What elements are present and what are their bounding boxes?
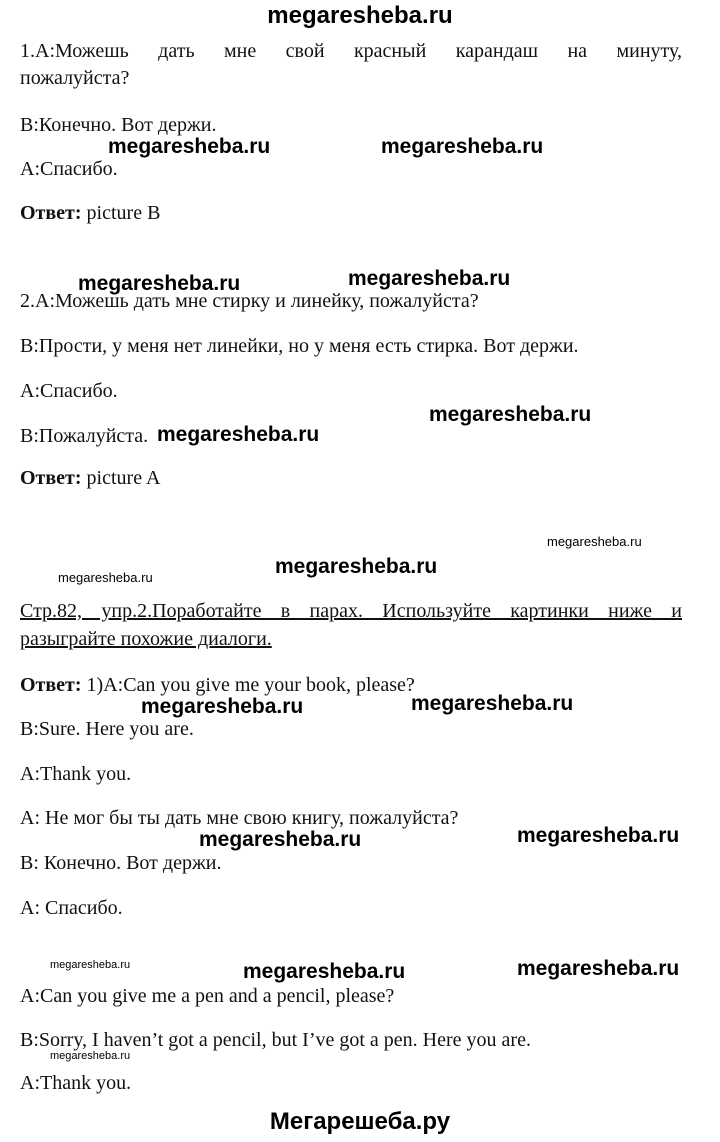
watermark: megaresheba.ru [429, 403, 592, 426]
site-header: megaresheba.ru [267, 2, 453, 29]
watermark: megaresheba.ru [50, 959, 131, 971]
watermark: megaresheba.ru [108, 135, 271, 158]
dialog3-line2: B:Sure. Here you are. [20, 718, 194, 740]
answer-value: picture A [81, 467, 161, 489]
dialog3-line6: A: Спасибо. [20, 897, 123, 919]
dialog2-line1: 2.A:Можешь дать мне стирку и линейку, пожалуйста? [20, 290, 479, 312]
dialog2-line3: A:Спасибо. [20, 380, 118, 402]
dialog3-line3: A:Thank you. [20, 763, 132, 785]
dialog2-line2: B:Прости, у меня нет линейки, но у меня есть стирка. Вот держи. [20, 335, 579, 357]
dialog4-line2: B:Sorry, I haven’t got a pencil, but I’ve got a pen. Here you are. [20, 1029, 531, 1051]
watermark: megaresheba.ru [141, 695, 304, 718]
answer-label: Ответ: [20, 467, 82, 489]
dialog3-line1 [20, 673, 415, 697]
watermark: megaresheba.ru [547, 534, 642, 549]
dialog3-line1-text: 1)A:Can you give me your book, please? [81, 674, 415, 696]
answer-value: picture B [81, 202, 161, 224]
dialog1-line3: A:Спасибо. [20, 158, 118, 180]
dialog2-line4: B:Пожалуйста. [20, 425, 149, 447]
dialog3-line5: B: Конечно. Вот держи. [20, 852, 222, 874]
watermark: megaresheba.ru [275, 555, 438, 578]
watermark: megaresheba.ru [381, 135, 544, 158]
dialog1-line2: B:Конечно. Вот держи. [20, 114, 217, 136]
dialog1-line1: 1.A:Можешь дать мне свой красный карандаш на минуту, [20, 40, 682, 62]
watermark: megaresheba.ru [58, 570, 153, 585]
site-footer: Мегарешеба.ру [269, 1108, 451, 1135]
watermark: megaresheba.ru [348, 267, 511, 290]
watermark: megaresheba.ru [243, 960, 406, 983]
watermark: megaresheba.ru [50, 1050, 131, 1062]
answer-label: Ответ: [20, 674, 82, 696]
watermark: megaresheba.ru [411, 692, 574, 715]
task-heading-line1: Стр.82, упр.2.Поработайте в парах. Используйте картинки ниже и [20, 600, 682, 622]
dialog1-line1-cont: пожалуйста? [20, 67, 130, 89]
watermark: megaresheba.ru [78, 272, 241, 295]
dialog4-line1: A:Can you give me a pen and a pencil, please? [20, 985, 395, 1007]
watermark: megaresheba.ru [199, 828, 362, 851]
answer-label: Ответ: [20, 202, 82, 224]
dialog4-line3: A:Thank you. [20, 1072, 132, 1094]
answer2 [20, 466, 160, 490]
watermark: megaresheba.ru [157, 423, 320, 446]
dialog3-line4: A: Не мог бы ты дать мне свою книгу, пожалуйста? [20, 807, 459, 829]
watermark: megaresheba.ru [517, 824, 680, 847]
watermark: megaresheba.ru [517, 957, 680, 980]
task-heading-line2: разыграйте похожие диалоги. [20, 628, 272, 650]
answer1 [20, 201, 160, 225]
